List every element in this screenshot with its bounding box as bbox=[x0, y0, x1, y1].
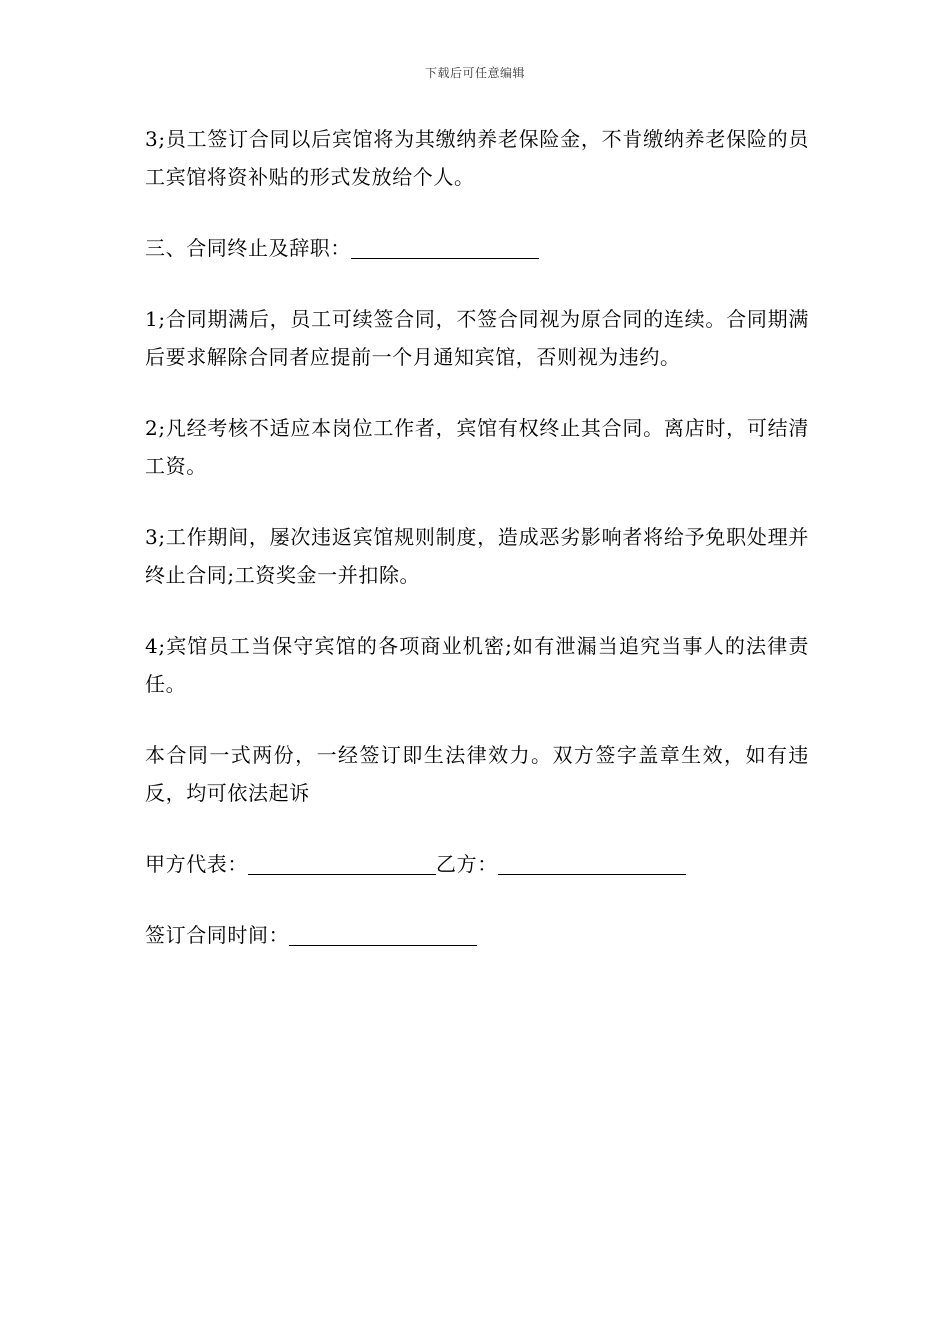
signature-line-parties bbox=[145, 845, 809, 883]
section-heading-text: 三、合同终止及辞职： bbox=[145, 236, 351, 260]
party-a-label: 甲方代表： bbox=[145, 852, 248, 876]
party-b-label: 乙方： bbox=[436, 852, 498, 876]
paragraph-confidentiality: 4;宾馆员工当保守宾馆的各项商业机密;如有泄漏当追究当事人的法律责任。 bbox=[145, 634, 809, 696]
blank-line bbox=[351, 236, 539, 259]
page-header: 下载后可任意编辑 bbox=[424, 66, 525, 80]
paragraph-violation: 3;工作期间，屡次违返宾馆规则制度，造成恶劣影响者将给予免职处理并终止合同;工资奖金一并扣除。 bbox=[145, 525, 809, 587]
paragraph-pension: 3;员工签订合同以后宾馆将为其缴纳养老保险金，不肯缴纳养老保险的员工宾馆将资补贴的形式发放给个人。 bbox=[145, 127, 809, 189]
date-blank bbox=[289, 923, 477, 946]
party-b-blank bbox=[498, 852, 686, 875]
signature-line-date bbox=[145, 916, 809, 954]
document-body bbox=[145, 120, 809, 987]
section-heading-termination bbox=[145, 229, 809, 267]
paragraph-renewal: 1;合同期满后，员工可续签合同，不签合同视为原合同的连续。合同期满后要求解除合同者应提前一个月通知宾馆，否则视为违约。 bbox=[145, 307, 809, 369]
paragraph-effectiveness: 本合同一式两份，一经签订即生法律效力。双方签字盖章生效，如有违反，均可依法起诉 bbox=[145, 743, 809, 805]
paragraph-assessment: 2;凡经考核不适应本岗位工作者，宾馆有权终止其合同。离店时，可结清工资。 bbox=[145, 416, 809, 478]
date-label: 签订合同时间： bbox=[145, 923, 290, 947]
party-a-blank bbox=[248, 852, 436, 875]
